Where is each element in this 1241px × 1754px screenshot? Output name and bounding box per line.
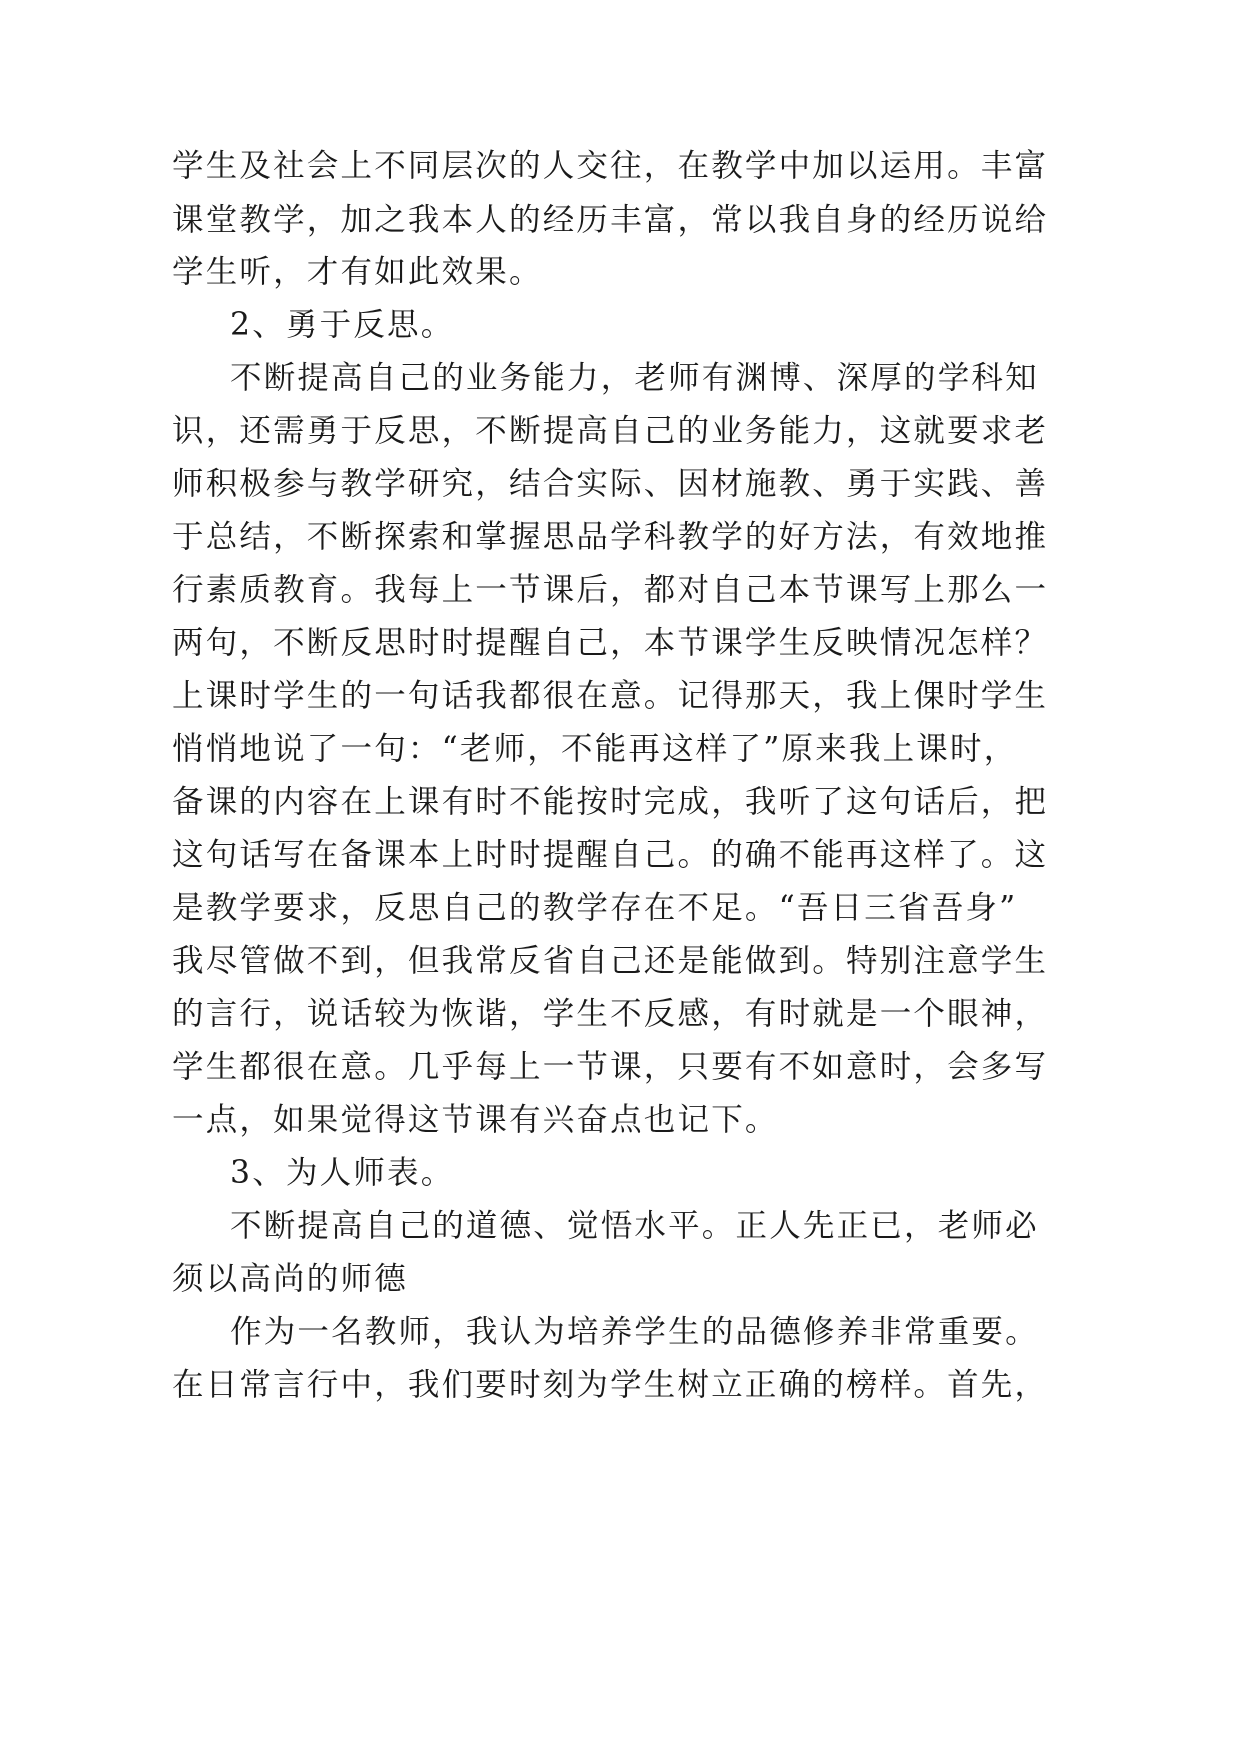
text-line: 上课时学生的一句话我都很在意。记得那天，我上倮时学生: [172, 678, 1049, 714]
text-line: 学生及社会上不同层次的人交往，在教学中加以运用。丰富: [172, 148, 1049, 184]
text-line: 不断提高自己的业务能力，老师有渊博、深厚的学科知: [230, 360, 1039, 396]
section-heading: 2、勇于反思。: [230, 307, 455, 343]
text-line: 师积极参与教学研究，结合实际、因材施教、勇于实践、善: [172, 466, 1049, 502]
section-heading: 3、为人师表。: [230, 1155, 455, 1191]
text-line: 学生听，才有如此效果。: [172, 254, 543, 290]
text-line: 在日常言行中，我们要时刻为学生树立正确的榜样。首先，: [172, 1367, 1049, 1403]
text-line: 学生都很在意。几乎每上一节课，只要有不如意时，会多写: [172, 1049, 1049, 1085]
text-line: 课堂教学，加之我本人的经历丰富，常以我自身的经历说给: [172, 202, 1049, 238]
text-line: 我尽管做不到，但我常反省自己还是能做到。特别注意学生: [172, 943, 1049, 979]
text-line: 须以高尚的师德: [172, 1261, 408, 1297]
text-line: 的言行，说话较为恢谐，学生不反感，有时就是一个眼神，: [172, 996, 1049, 1032]
text-line: 不断提高自己的道德、觉悟水平。正人先正已，老师必: [230, 1208, 1039, 1244]
text-line: 识，还需勇于反思，不断提高自己的业务能力，这就要求老: [172, 413, 1049, 449]
text-line: 一点，如果觉得这节课有兴奋点也记下。: [172, 1102, 779, 1138]
text-line: 备课的内容在上课有时不能按时完成，我听了这句话后，把: [172, 784, 1049, 820]
text-line: 行素质教育。我每上一节课后，都对自己本节课写上那么一: [172, 572, 1049, 608]
text-line: 两句，不断反思时时提醒自己，本节课学生反映情况怎样？: [172, 625, 1049, 661]
text-line: 作为一名教师，我认为培养学生的品德修养非常重要。: [230, 1314, 1039, 1350]
text-line: 悄悄地说了一句：“老师，不能再这样了”原来我上课时，: [172, 731, 1018, 767]
text-line: 这句话写在备课本上时时提醒自己。的确不能再这样了。这: [172, 837, 1049, 873]
text-line: 是教学要求，反思自己的教学存在不足。“吾日三省吾身”: [172, 890, 1018, 926]
text-line: 于总结，不断探索和掌握思品学科教学的好方法，有效地推: [172, 519, 1049, 555]
